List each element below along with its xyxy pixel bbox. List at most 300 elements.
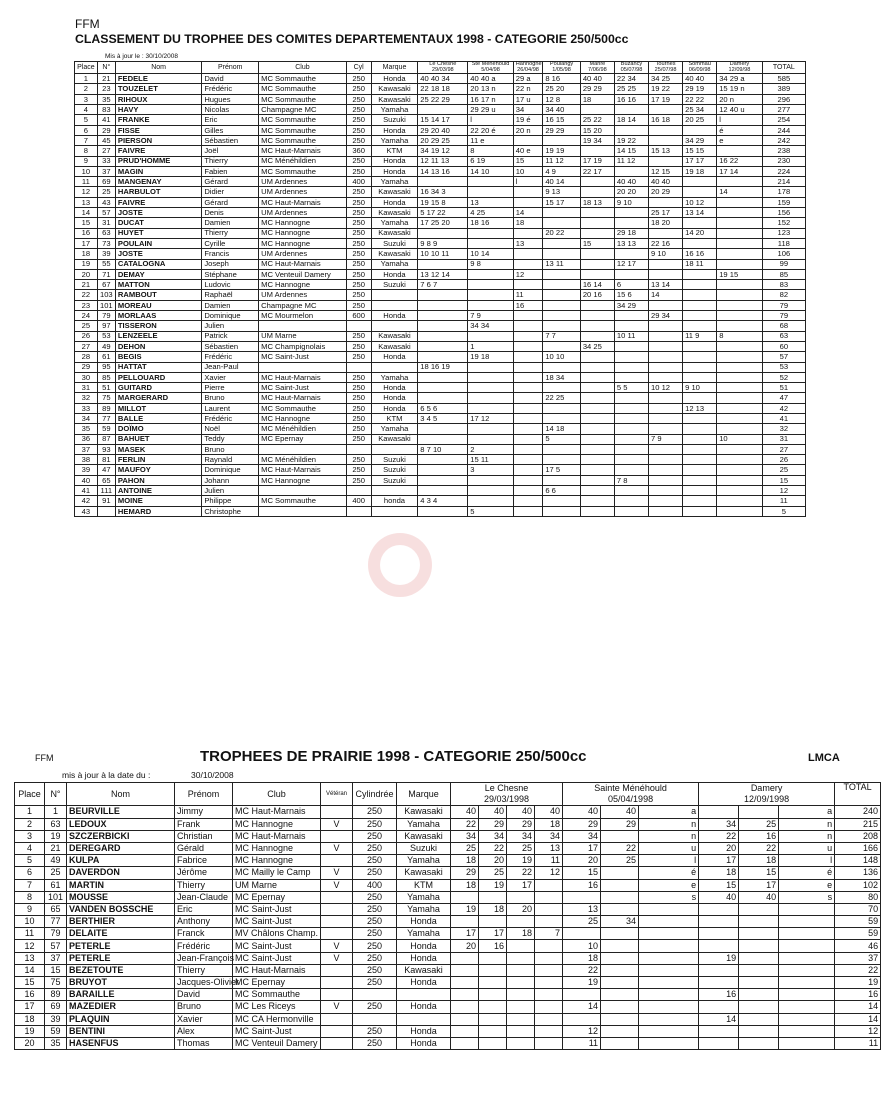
firstname-cell: Sébastien [202,135,259,145]
number-cell: 63 [45,818,67,830]
cyl-cell: 360 [346,146,371,156]
score-cell [639,916,699,928]
score-cell: 18 [451,879,479,891]
firstname-cell: Franck [175,928,233,940]
score-cell [513,321,543,331]
score-cell [418,486,468,496]
score-cell: 22 [563,964,601,976]
score-cell [543,496,581,506]
number-cell: 57 [45,940,67,952]
score-cell: 18 [479,903,507,915]
cyl-cell: 250 [346,341,371,351]
score-cell [563,989,601,1001]
veteran-cell [321,916,353,928]
score-cell [535,1025,563,1037]
score-cell: 11 [513,290,543,300]
score-cell [649,393,683,403]
top-org: FFM [75,17,100,31]
name-cell: PETERLE [67,952,175,964]
firstname-cell: Gérald [175,842,233,854]
score-cell: u [639,842,699,854]
score-cell: 17 [451,928,479,940]
cylinder-cell: 250 [353,818,397,830]
score-cell [507,940,535,952]
club-cell [259,444,347,454]
score-cell [639,903,699,915]
table-row [75,455,806,465]
score-cell: 17 12 [468,413,513,423]
score-cell [543,280,581,290]
score-cell [535,952,563,964]
score-cell: n [779,818,835,830]
score-cell [614,218,648,228]
cyl-cell [346,321,371,331]
number-cell: 65 [97,475,115,485]
score-cell [649,362,683,372]
name-cell: PRUD'HOMME [115,156,201,166]
table-row [15,818,881,830]
score-cell [649,486,683,496]
place-cell: 24 [75,311,98,321]
score-cell: 15 11 [468,455,513,465]
score-cell: 6 [614,280,648,290]
score-cell [683,238,717,248]
score-cell [699,1001,739,1013]
number-cell: 35 [97,94,115,104]
place-cell: 20 [75,269,98,279]
place-cell: 43 [75,506,98,516]
veteran-cell [321,977,353,989]
score-cell: 3 [468,465,513,475]
score-cell [468,383,513,393]
firstname-cell: Jean-Claude [175,891,233,903]
score-cell: 40 [739,891,779,903]
table-row [75,383,806,393]
brand-cell: Honda [371,311,418,321]
total-cell: 83 [762,280,805,290]
number-cell: 57 [97,208,115,218]
event-name: Ste Menehould [471,61,510,67]
score-cell [580,249,614,259]
header-cell: Nom [67,783,175,806]
score-cell: 17 [699,855,739,867]
firstname-cell: Dominique [202,465,259,475]
table-row [15,928,881,940]
event-date: 5/04/98 [481,66,500,73]
event-date: 05/04/1998 [563,794,699,806]
cyl-cell: 250 [346,84,371,94]
club-cell: MC Sommauthe [233,989,321,1001]
bottom-ranking-table [14,782,881,1050]
number-cell: 51 [97,383,115,393]
score-cell: 34 25 [649,74,683,84]
total-cell: 37 [835,952,881,964]
score-cell [614,166,648,176]
score-cell: 10 10 [543,352,581,362]
table-row [15,952,881,964]
score-cell: 5 17 22 [418,208,468,218]
name-cell: BEZETOUTE [67,964,175,976]
score-cell [779,952,835,964]
score-cell [614,321,648,331]
firstname-cell: Thierry [202,228,259,238]
score-cell: 11 [563,1037,601,1049]
name-cell: LENZEELE [115,331,201,341]
number-cell: 27 [97,146,115,156]
event-date: 1/05/98 [552,66,571,73]
cyl-cell: 250 [346,331,371,341]
cyl-cell: 250 [346,413,371,423]
score-cell: 20 n [717,94,762,104]
number-cell: 33 [97,156,115,166]
score-cell [535,989,563,1001]
score-cell: 34 [479,830,507,842]
veteran-cell: V [321,818,353,830]
table-row [75,187,806,197]
brand-cell: Kawasaki [371,341,418,351]
score-cell [580,311,614,321]
score-cell [468,331,513,341]
score-cell: 18 14 [614,115,648,125]
total-header: TOTAL [762,62,805,74]
score-cell [639,989,699,1001]
score-cell [683,341,717,351]
score-cell [507,952,535,964]
score-cell [649,444,683,454]
brand-cell: Honda [371,269,418,279]
score-cell [601,964,639,976]
veteran-cell: V [321,879,353,891]
event-header [513,62,543,74]
score-cell: 29 18 [614,228,648,238]
score-cell [717,444,762,454]
firstname-cell: Frédéric [202,84,259,94]
score-cell [468,475,513,485]
score-cell [683,444,717,454]
score-cell: 34 29 [683,135,717,145]
place-cell: 21 [75,280,98,290]
firstname-cell: Thierry [202,156,259,166]
place-cell: 16 [15,989,45,1001]
name-cell: FAIVRE [115,197,201,207]
table-row [15,903,881,915]
table-row [15,842,881,854]
score-cell [717,228,762,238]
score-cell: 1 [468,341,513,351]
name-cell: MASEK [115,444,201,454]
score-cell: 34 34 [468,321,513,331]
event-date: 26/04/98 [517,66,539,73]
total-cell: 31 [762,434,805,444]
cylinder-cell [353,1013,397,1025]
cyl-cell: 250 [346,125,371,135]
veteran-cell: V [321,952,353,964]
score-cell: 25 17 [649,208,683,218]
score-cell [683,352,717,362]
score-cell [543,506,581,516]
score-cell [639,1013,699,1025]
cyl-cell: 250 [346,228,371,238]
score-cell [717,208,762,218]
score-cell [649,269,683,279]
score-cell [601,1037,639,1049]
score-cell: 15 14 17 [418,115,468,125]
place-cell: 37 [75,444,98,454]
event-name: Hannogne [515,61,542,67]
score-cell [683,424,717,434]
score-cell [717,321,762,331]
score-cell [580,486,614,496]
number-cell: 75 [97,393,115,403]
club-cell: MC Sommauthe [259,166,347,176]
score-cell [418,372,468,382]
name-cell: MATTON [115,280,201,290]
score-cell [649,300,683,310]
score-cell [468,269,513,279]
bottom-org-right: LMCA [808,752,840,764]
cylinder-cell: 250 [353,928,397,940]
table-row [75,249,806,259]
score-cell: é [779,867,835,879]
place-cell: 38 [75,455,98,465]
club-cell: MC Hannogne [259,475,347,485]
score-cell: 22 [699,830,739,842]
club-cell: MC Sommauthe [259,135,347,145]
club-cell: MC Hannogne [259,238,347,248]
table-row [75,269,806,279]
number-cell: 47 [97,465,115,475]
score-cell: 40 [563,806,601,818]
score-cell: 19 [563,977,601,989]
brand-cell: Suzuki [371,238,418,248]
number-cell: 85 [97,372,115,382]
number-cell: 83 [97,105,115,115]
club-cell: UM Ardennes [259,208,347,218]
score-cell [543,321,581,331]
score-cell: 20 22 [543,228,581,238]
score-cell: 17 19 [649,94,683,104]
score-cell: 18 34 [543,372,581,382]
score-cell [535,916,563,928]
cyl-cell: 250 [346,403,371,413]
club-cell: Champagne MC [259,300,347,310]
score-cell: 18 11 [683,259,717,269]
place-cell: 19 [15,1025,45,1037]
total-cell: 178 [762,187,805,197]
firstname-cell: Damien [202,300,259,310]
veteran-cell: V [321,940,353,952]
veteran-cell [321,891,353,903]
score-cell: 16 22 [717,156,762,166]
cyl-cell [346,362,371,372]
firstname-cell: Julien [202,321,259,331]
score-cell [717,486,762,496]
event-date: 06/09/98 [688,66,711,73]
score-cell: 29 29 [543,125,581,135]
place-cell: 9 [75,156,98,166]
score-cell [683,362,717,372]
score-cell [418,475,468,485]
brand-cell: Yamaha [371,105,418,115]
firstname-cell: Jérôme [175,867,233,879]
score-cell [418,352,468,362]
total-cell: 32 [762,424,805,434]
score-cell: 17 17 [683,156,717,166]
score-cell [779,940,835,952]
name-cell: SZCZERBICKI [67,830,175,842]
score-cell: 12 40 u [717,105,762,115]
score-cell [649,105,683,115]
place-cell: 2 [75,84,98,94]
score-cell: 7 8 [614,475,648,485]
score-cell: 12 [563,1025,601,1037]
veteran-cell: V [321,1001,353,1013]
score-cell [779,1001,835,1013]
place-cell: 22 [75,290,98,300]
score-cell: 34 [699,818,739,830]
score-cell [479,916,507,928]
score-cell [468,280,513,290]
score-cell: 6 6 [543,486,581,496]
score-cell: 13 13 [614,238,648,248]
total-header: TOTAL [835,783,881,806]
brand-cell: Kawasaki [371,208,418,218]
score-cell: 18 [535,818,563,830]
score-cell: 29 a [513,74,543,84]
cyl-cell: 250 [346,290,371,300]
name-cell: TOUZELET [115,84,201,94]
score-cell: 14 13 16 [418,166,468,176]
score-cell: 8 7 10 [418,444,468,454]
score-cell [699,928,739,940]
score-cell [580,475,614,485]
event-name: Sommau [688,61,711,67]
total-cell: 240 [835,806,881,818]
score-cell [739,940,779,952]
score-cell: 20 29 [649,187,683,197]
firstname-cell: Cyrille [202,238,259,248]
table-row [15,855,881,867]
cyl-cell: 250 [346,455,371,465]
score-cell: 40 [601,806,639,818]
score-cell [649,341,683,351]
cyl-cell: 400 [346,496,371,506]
name-cell: BENTINI [67,1025,175,1037]
cyl-cell: 250 [346,166,371,176]
score-cell [739,989,779,1001]
score-cell: 25 [507,842,535,854]
name-cell: FISSE [115,125,201,135]
cylinder-cell: 250 [353,916,397,928]
score-cell [614,496,648,506]
score-cell: 8 [717,331,762,341]
score-cell [601,903,639,915]
table-row [75,393,806,403]
score-cell: 29 34 [649,311,683,321]
score-cell: é [717,125,762,135]
name-cell: JOSTE [115,249,201,259]
score-cell: 34 [601,916,639,928]
score-cell: 18 [563,952,601,964]
brand-cell: Kawasaki [397,806,451,818]
score-cell [717,424,762,434]
score-cell [614,413,648,423]
total-cell: 79 [762,311,805,321]
score-cell [580,321,614,331]
cyl-cell: 600 [346,311,371,321]
total-cell: 14 [835,1001,881,1013]
score-cell [580,413,614,423]
firstname-cell: Dominique [202,311,259,321]
score-cell [717,352,762,362]
brand-cell [371,486,418,496]
score-cell [779,977,835,989]
score-cell [513,259,543,269]
score-cell: 10 11 [614,331,648,341]
score-cell [717,280,762,290]
score-cell [683,280,717,290]
score-cell [543,455,581,465]
score-cell [513,444,543,454]
score-cell [683,311,717,321]
name-cell: MORLAAS [115,311,201,321]
score-cell [699,964,739,976]
score-cell [779,903,835,915]
total-cell: 52 [762,372,805,382]
score-cell: 40 40 [683,74,717,84]
cylinder-cell: 250 [353,1037,397,1049]
score-cell: 22 [451,818,479,830]
club-cell: MC Venteuil Damery [233,1037,321,1049]
score-cell [451,964,479,976]
place-cell: 4 [75,105,98,115]
table-row [75,300,806,310]
name-cell: BERTHIER [67,916,175,928]
firstname-cell: Xavier [202,372,259,382]
name-cell: BEGIS [115,352,201,362]
score-cell [649,156,683,166]
score-cell [683,465,717,475]
score-cell: 40 [535,806,563,818]
score-cell: 22 18 18 [418,84,468,94]
score-cell: 13 12 14 [418,269,468,279]
brand-cell: Honda [397,1025,451,1037]
bottom-table-body [15,806,881,1050]
number-cell: 45 [97,135,115,145]
score-cell [479,891,507,903]
score-cell [601,977,639,989]
score-cell [739,916,779,928]
total-cell: 242 [762,135,805,145]
event-date: 05/07/98 [620,66,643,73]
name-cell: JOSTE [115,208,201,218]
score-cell [601,989,639,1001]
firstname-cell: Frank [175,818,233,830]
firstname-cell: Jimmy [175,806,233,818]
brand-cell: Kawasaki [371,84,418,94]
header-cell: N° [97,62,115,74]
score-cell [639,1037,699,1049]
number-cell: 71 [97,269,115,279]
brand-cell: Kawasaki [371,187,418,197]
score-cell [513,393,543,403]
name-cell: FEDELE [115,74,201,84]
score-cell [543,383,581,393]
score-cell: 20 [507,903,535,915]
score-cell [779,964,835,976]
firstname-cell: Fabien [202,166,259,176]
score-cell: 40 14 [543,177,581,187]
